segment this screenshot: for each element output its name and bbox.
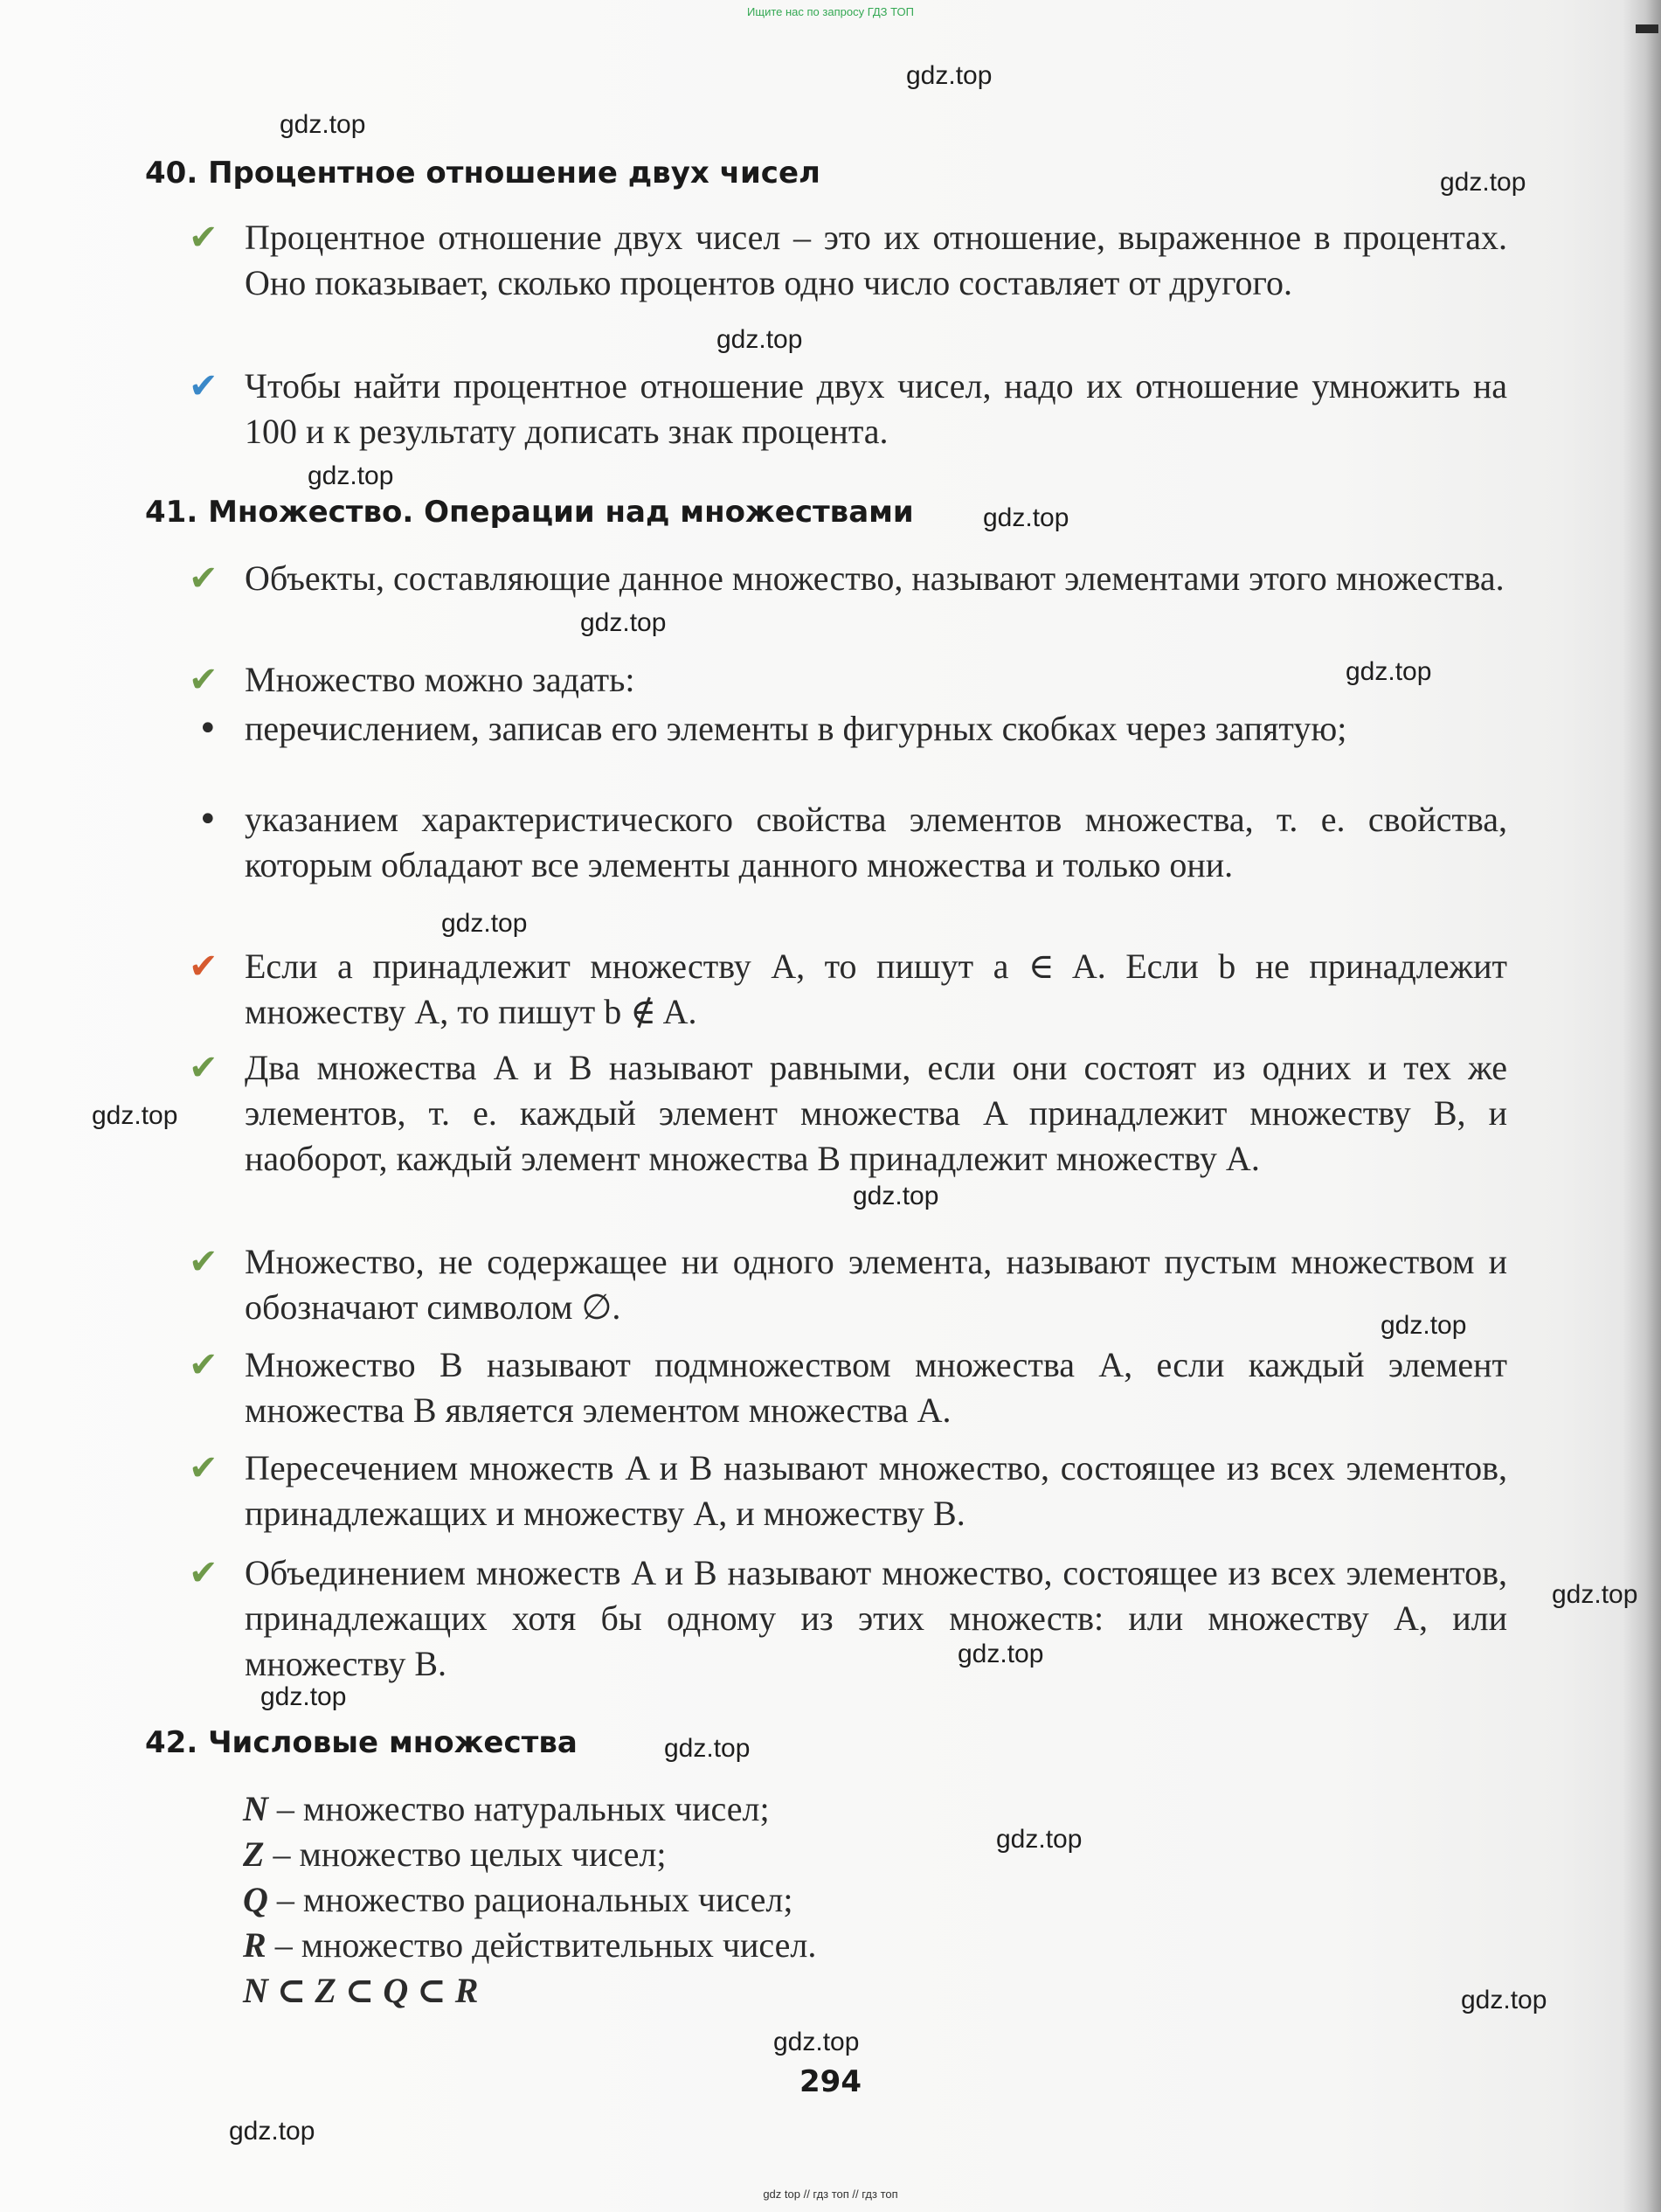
watermark: gdz.top [92, 1101, 178, 1130]
watermark: gdz.top [1381, 1311, 1467, 1340]
check-icon: ✔ [189, 947, 218, 987]
check-icon: ✔ [189, 1553, 218, 1593]
set-line-n [243, 1786, 770, 1832]
watermark: gdz.top [716, 325, 803, 354]
watermark: gdz.top [1552, 1580, 1638, 1609]
set-line-q [243, 1877, 792, 1923]
s41-paragraph-8: Объединением множеств A и B называют множество, состоящее из всех элементов, принадлежащих хотя бы одному из этих множеств: или множеству A, или множеству B. [245, 1553, 1507, 1683]
page-number: 294 [799, 2064, 862, 2099]
check-icon: ✔ [189, 366, 218, 406]
book-spine [1623, 0, 1661, 2212]
watermark: gdz.top [983, 503, 1069, 532]
s41-paragraph-5: Множество, не содержащее ни одного элемента, называют пустым множеством и обозначают символом ∅. [245, 1242, 1507, 1327]
bottom-note: gdz top // гдз топ // гдз топ [763, 2188, 898, 2201]
s41-paragraph-6: Множество B называют подмножеством множества A, если каждый элемент множества B является элементом множества A. [245, 1345, 1507, 1430]
watermark: gdz.top [260, 1682, 347, 1711]
s41-paragraph-3: Если a принадлежит множеству A, то пишут a ∈ A. Если b не принадлежит множеству A, то пишут b ∉ A. [245, 947, 1507, 1031]
s41-paragraph-2: Множество можно задать: [245, 660, 635, 699]
check-icon: ✔ [189, 1448, 218, 1488]
set-symbol: N [243, 1789, 268, 1828]
bullet-icon: • [197, 800, 218, 840]
s40-paragraph-2: Чтобы найти процентное отношение двух чисел, надо их отношение умножить на 100 и к результату дописать знак процента. [245, 366, 1507, 451]
watermark: gdz.top [996, 1825, 1083, 1854]
s41-paragraph-1: Объекты, составляющие данное множество, называют элементами этого множества. [245, 558, 1505, 598]
watermark: gdz.top [773, 2028, 860, 2056]
check-icon: ✔ [189, 1345, 218, 1385]
watermark: gdz.top [580, 608, 667, 637]
s41-paragraph-4: Два множества A и B называют равными, если они состоят из одних и тех же элементов, т. е. каждый элемент множества A принадлежит множеству B, и наоборот, каждый элемент множества B принадлежит множеству A. [245, 1048, 1507, 1178]
check-icon: ✔ [189, 558, 218, 599]
set-inclusion-formula: N ⊂ Z ⊂ Q ⊂ R [243, 1971, 479, 2010]
set-line-r [243, 1923, 816, 1968]
set-description: – множество натуральных чисел; [267, 1789, 770, 1828]
watermark: gdz.top [229, 2117, 315, 2146]
section-40-title: 40. Процентное отношение двух чисел [145, 156, 820, 191]
spine-mark [1636, 24, 1658, 33]
set-symbol: Z [243, 1834, 265, 1874]
section-42-title: 42. Числовые множества [145, 1725, 578, 1760]
check-icon: ✔ [189, 1048, 218, 1088]
set-description: – множество целых чисел; [264, 1834, 667, 1874]
watermark: gdz.top [1346, 657, 1432, 686]
watermark: gdz.top [853, 1182, 939, 1210]
set-symbol: R [243, 1925, 266, 1965]
check-icon: ✔ [189, 660, 218, 700]
s41-bullet-1: перечислением, записав его элементы в фигурных скобках через запятую; [245, 709, 1347, 748]
s41-bullet-2: указанием характеристического свойства элементов множества, т. е. свойства, которым обладают все элементы данного множества и только они. [245, 800, 1507, 884]
watermark: gdz.top [906, 61, 993, 90]
check-icon: ✔ [189, 1242, 218, 1282]
set-line-z [243, 1832, 666, 1877]
set-inclusion-chain [243, 1968, 478, 2014]
s41-paragraph-7: Пересечением множеств A и B называют множество, состоящее из всех элементов, принадлежащих и множеству A, и множеству B. [245, 1448, 1507, 1533]
section-41-title: 41. Множество. Операции над множествами [145, 495, 914, 530]
check-icon: ✔ [189, 218, 218, 258]
watermark: gdz.top [1461, 1986, 1547, 2014]
watermark: gdz.top [441, 909, 528, 938]
set-description: – множество действительных чисел. [266, 1925, 817, 1965]
s40-paragraph-1: Процентное отношение двух чисел – это их отношение, выраженное в процентах. Оно показывает, сколько процентов одно число составляет от другого. [245, 218, 1507, 302]
watermark: gdz.top [280, 110, 366, 139]
watermark: gdz.top [1440, 168, 1526, 197]
bullet-icon: • [197, 709, 218, 749]
watermark: gdz.top [958, 1640, 1044, 1668]
watermark: gdz.top [664, 1734, 751, 1763]
set-description: – множество рациональных чисел; [267, 1880, 793, 1919]
watermark: gdz.top [308, 461, 394, 490]
top-note: Ищите нас по запросу ГДЗ ТОП [747, 5, 914, 18]
set-symbol: Q [243, 1880, 268, 1919]
